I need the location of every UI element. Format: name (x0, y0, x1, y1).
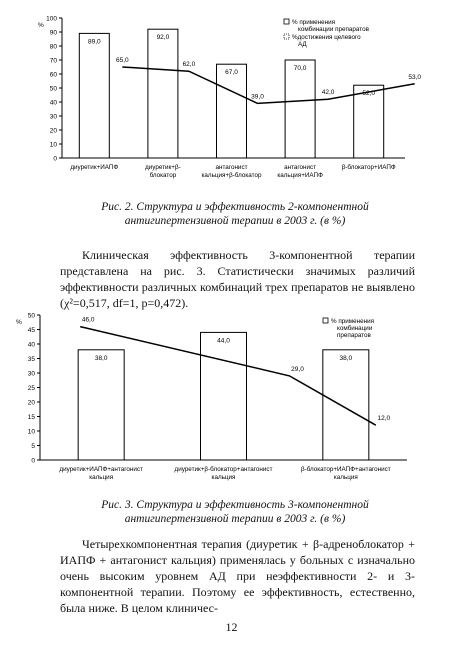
legend-text: % применения (292, 19, 335, 26)
legend-text: АД (298, 41, 307, 48)
y-tick-label: 10 (49, 141, 57, 149)
x-category-label: диуретик+ИАПФ+антагонист (59, 466, 143, 473)
line-value-label: 46,0 (81, 316, 95, 324)
y-tick-label: 45 (27, 327, 35, 334)
y-tick-label: 40 (27, 341, 35, 349)
bar-value-label: 92,0 (156, 34, 170, 42)
y-tick-label: 0 (53, 155, 57, 163)
figure-2-caption (60, 200, 410, 228)
y-tick-label: 25 (27, 385, 35, 392)
bar-value-label: 38,0 (339, 354, 353, 362)
bar (285, 60, 315, 158)
y-tick-label: 10 (27, 428, 35, 436)
bar-value-label: 38,0 (94, 354, 108, 362)
x-category-label: диуретик+β-блокатор+антагонист (174, 466, 273, 473)
figure-2-caption-line-1: Рис. 2. Структура и эффективность 2-компонентной (101, 201, 369, 213)
y-unit-label: % (16, 319, 22, 326)
line-value-label: 12,0 (377, 415, 391, 423)
line-value-label: 29,0 (291, 365, 304, 373)
paragraph-1: Клиническая эффективность 3-компонентной терапии представлена на рис. 3. Статистически значимых различий эффективности различных комбинаций трех препаратов не выявлено (χ²=0,517, df=1, p=0,472). (60, 248, 415, 310)
y-tick-label: 35 (27, 356, 35, 363)
x-category-label: антагонист (215, 164, 248, 171)
y-tick-label: 30 (49, 113, 57, 121)
x-category-label: антагонист (284, 164, 317, 171)
y-tick-label: 80 (49, 43, 57, 51)
legend-text: комбинации препаратов (298, 26, 369, 33)
x-category-label: блокатор (149, 172, 177, 179)
line-value-label: 65,0 (115, 57, 129, 64)
page-number: 12 (225, 620, 238, 634)
legend-swatch (323, 318, 328, 323)
figure-3-caption-line-1: Рис. 3. Структура и эффективность 3-компонентной (101, 499, 369, 511)
x-category-label: β-блокатор+ИАПФ (341, 164, 396, 171)
y-tick-label: 20 (27, 399, 35, 407)
y-tick-label: 20 (49, 127, 57, 135)
y-tick-label: 40 (49, 99, 57, 107)
bar-value-label: 70,0 (293, 65, 307, 72)
legend-text: препаратов (337, 332, 371, 339)
bar-value-label: 67,0 (225, 69, 238, 77)
bar (217, 64, 247, 158)
x-category-label: β-блокатор+ИАПФ+антагонист (300, 466, 391, 473)
line-value-label: 39,0 (251, 93, 264, 101)
y-tick-label: 5 (31, 443, 35, 450)
legend-swatch (284, 19, 289, 24)
y-unit-label: % (38, 22, 44, 29)
x-category-label: диуретик+ИАПФ (70, 164, 119, 171)
bar (148, 29, 178, 158)
legend-text: % применения (331, 318, 374, 325)
figure-3-chart (0, 305, 463, 490)
legend-text: %достижения целевого (292, 34, 361, 41)
bar (201, 332, 247, 460)
bar (78, 350, 124, 460)
bar-value-label: 89,0 (87, 38, 101, 46)
y-tick-label: 50 (49, 85, 57, 93)
y-tick-label: 90 (49, 29, 57, 37)
figure-2-caption-line-2: антигипертензивной терапии в 2003 г. (в %) (124, 215, 346, 227)
line-value-label: 42,0 (321, 89, 335, 97)
y-tick-label: 70 (49, 57, 57, 65)
x-category-label: диуретик+β- (145, 164, 181, 171)
bar-value-label: 44,0 (217, 337, 230, 345)
figure-3-caption-line-2: антигипертензивной терапии в 2003 г. (в %) (124, 513, 346, 525)
line-value-label: 62,0 (182, 61, 196, 69)
y-tick-label: 60 (49, 71, 57, 79)
bar (323, 350, 369, 460)
x-category-label: кальция (211, 474, 236, 481)
y-tick-label: 15 (27, 414, 35, 421)
bar-value-label: 52,0 (362, 90, 376, 98)
paragraph-2: Четырехкомпонентная терапия (диуретик + β-адреноблокатор + ИАПФ + антагонист кальция) применялась у больных с изначально очень высоким уровнем АД при неэффективности 2- и 3-компонентной терапии. Поэтому ее эффективность, естественно, была ниже. В целом клиничес- (60, 537, 415, 615)
legend-swatch (284, 34, 289, 39)
bar (79, 33, 109, 158)
y-tick-label: 0 (31, 457, 35, 465)
y-tick-label: 100 (46, 15, 57, 23)
line-value-label: 53,0 (408, 73, 422, 81)
y-tick-label: 30 (27, 370, 35, 378)
figure-3-caption (60, 498, 410, 526)
x-category-label: кальция+ИАПФ (277, 172, 323, 179)
x-category-label: кальция (89, 474, 114, 481)
legend-text: комбинации (337, 325, 373, 332)
x-category-label: кальция (333, 474, 358, 481)
x-category-label: кальция+β-блокатор (201, 172, 262, 179)
figure-2-chart (0, 0, 463, 195)
y-tick-label: 50 (27, 312, 35, 320)
